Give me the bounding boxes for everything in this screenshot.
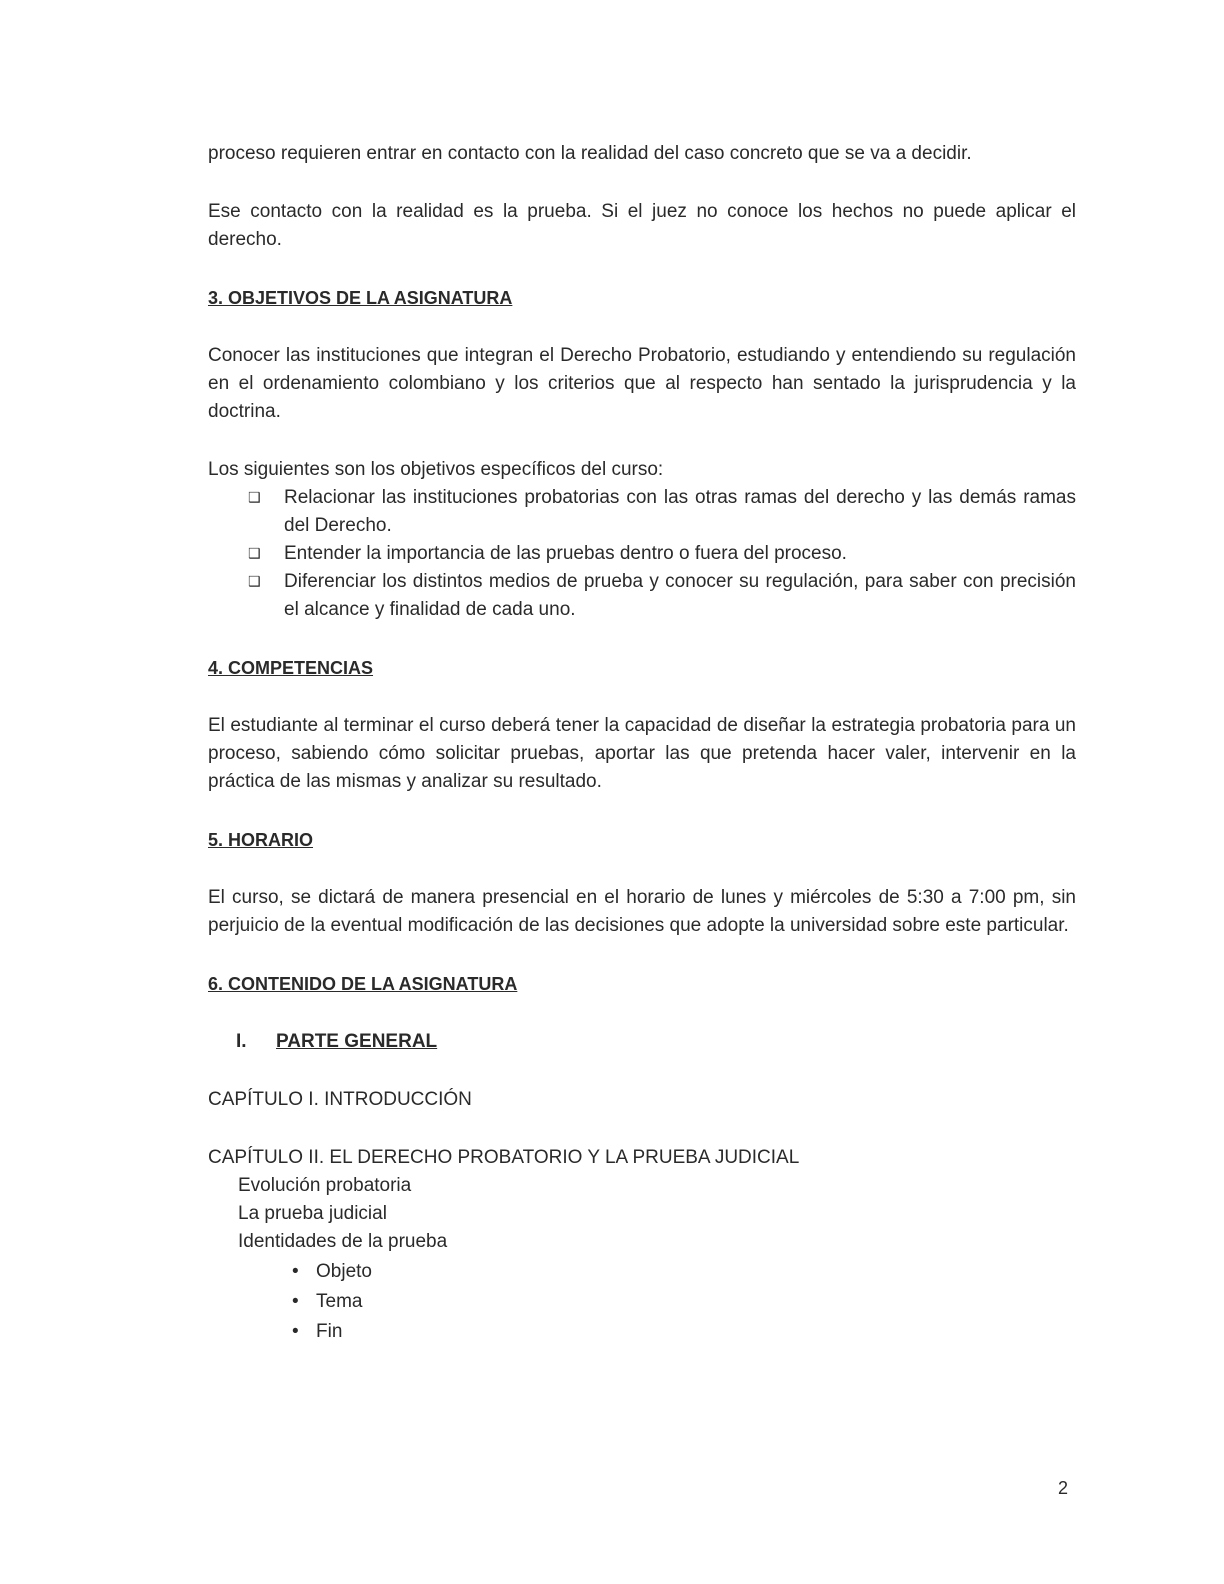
chapter-subitem: La prueba judicial bbox=[238, 1203, 387, 1224]
checkbox-bullet-icon: ❑ bbox=[248, 546, 261, 562]
bullet-text: Tema bbox=[316, 1291, 363, 1312]
part-heading bbox=[208, 1028, 1076, 1056]
paragraph-competencies: El estudiante al terminar el curso deberá tener la capacidad de diseñar la estrategia probatoria para un proceso, sabiendo cómo solicitar pruebas, aportar las que pretenda hacer valer, intervenir en la práctica de las mismas y analizar su resultado. bbox=[208, 715, 1076, 792]
bullet-dot-icon: • bbox=[292, 1291, 299, 1312]
objective-text: Entender la importancia de las pruebas dentro o fuera del proceso. bbox=[284, 543, 847, 564]
objective-text: Diferenciar los distintos medios de prueba y conocer su regulación, para saber con precisión el alcance y finalidad de cada uno. bbox=[284, 571, 1076, 620]
section-heading-objectives: 3. OBJETIVOS DE LA ASIGNATURA bbox=[208, 288, 513, 308]
chapter-subitem: Evolución probatoria bbox=[238, 1175, 412, 1196]
checkbox-bullet-icon: ❑ bbox=[248, 490, 261, 506]
objective-item bbox=[208, 484, 1076, 540]
bullet-text: Fin bbox=[316, 1321, 343, 1342]
objective-item bbox=[208, 540, 1076, 568]
bullet-item bbox=[208, 1318, 1076, 1346]
section-heading-schedule: 5. HORARIO bbox=[208, 830, 314, 850]
chapter-two: CAPÍTULO II. EL DERECHO PROBATORIO Y LA PRUEBA JUDICIAL bbox=[208, 1147, 800, 1168]
paragraph-intro: proceso requieren entrar en contacto con la realidad del caso concreto que se va a decidir. bbox=[208, 143, 972, 164]
paragraph-schedule: El curso, se dictará de manera presencial en el horario de lunes y miércoles de 5:30 a 7:00 pm, sin perjuicio de la eventual modificación de las decisiones que adopte la universidad sobre este particular. bbox=[208, 887, 1076, 936]
part-number: I. bbox=[236, 1031, 247, 1052]
page-number: 2 bbox=[1058, 1478, 1069, 1498]
bullet-text: Objeto bbox=[316, 1261, 372, 1282]
paragraph-reality: Ese contacto con la realidad es la prueba. Si el juez no conoce los hechos no puede aplicar el derecho. bbox=[208, 201, 1076, 250]
section-heading-competencies: 4. COMPETENCIAS bbox=[208, 658, 374, 678]
objective-item bbox=[208, 568, 1076, 624]
objectives-list bbox=[208, 484, 1076, 624]
objectives-lead: Los siguientes son los objetivos específicos del curso: bbox=[208, 459, 664, 480]
part-title: PARTE GENERAL bbox=[276, 1031, 438, 1052]
bullet-item bbox=[208, 1288, 1076, 1316]
identity-bullets bbox=[208, 1258, 1076, 1346]
chapter-subitem: Identidades de la prueba bbox=[238, 1231, 448, 1252]
bullet-dot-icon: • bbox=[292, 1321, 299, 1342]
bullet-dot-icon: • bbox=[292, 1261, 299, 1282]
paragraph-objectives: Conocer las instituciones que integran el Derecho Probatorio, estudiando y entendiendo su regulación en el ordenamiento colombiano y los criterios que al respecto han sentado la jurisprudencia y la doctrina. bbox=[208, 345, 1076, 422]
document-page bbox=[208, 140, 1076, 1348]
section-heading-content: 6. CONTENIDO DE LA ASIGNATURA bbox=[208, 974, 518, 994]
chapter-one: CAPÍTULO I. INTRODUCCIÓN bbox=[208, 1089, 472, 1110]
checkbox-bullet-icon: ❑ bbox=[248, 574, 261, 590]
objective-text: Relacionar las instituciones probatorias con las otras ramas del derecho y las demás ramas del Derecho. bbox=[284, 487, 1076, 536]
bullet-item bbox=[208, 1258, 1076, 1286]
